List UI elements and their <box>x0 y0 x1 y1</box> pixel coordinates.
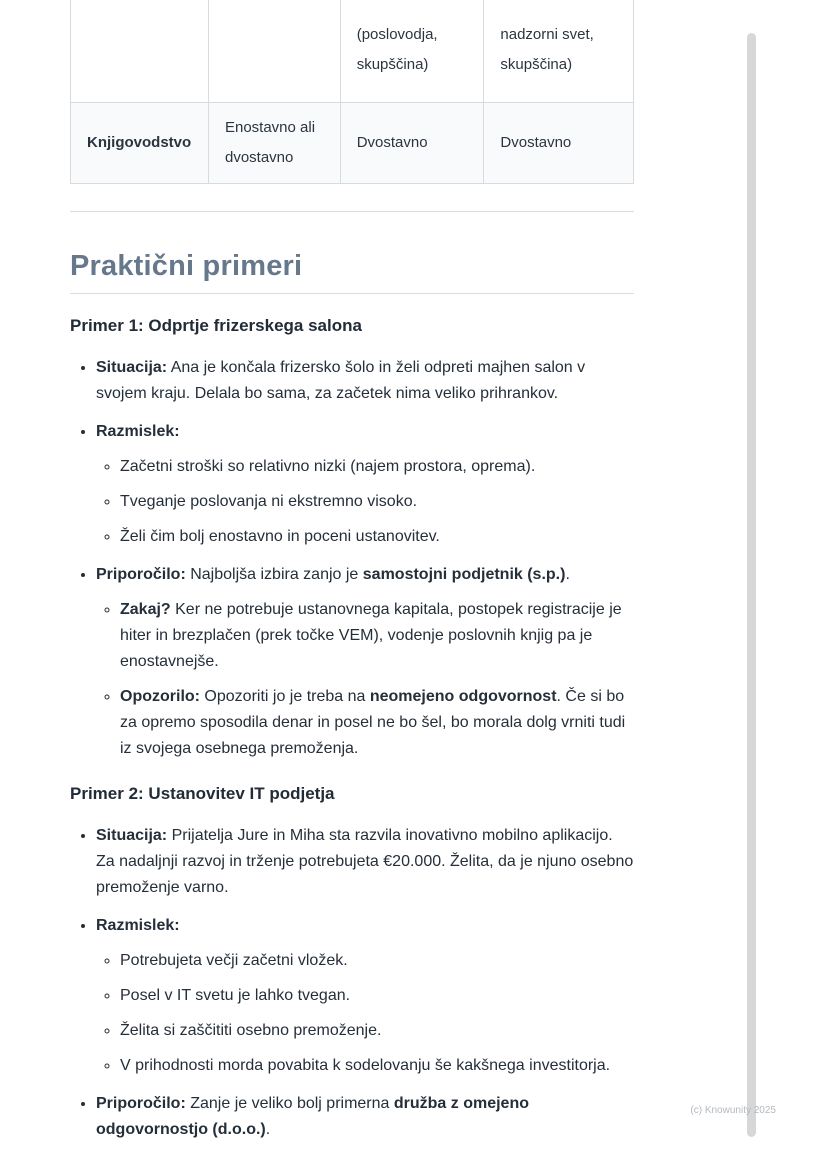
list-item <box>96 1091 634 1143</box>
list-item-text: Situacija: Prijatelja Jure in Miha sta razvila inovativno mobilno aplikacijo. Za nadaljnji razvoj in trženje potrebujeta €20.000. Želita, da je njuno osebno premoženje varno. <box>96 826 634 896</box>
list-item <box>96 355 634 407</box>
list-item <box>96 419 634 550</box>
section-heading: Praktični primeri <box>70 249 634 294</box>
list-item-text: Razmislek: <box>96 916 180 934</box>
scrollbar[interactable] <box>747 33 756 1137</box>
table-cell: (poslovodja, skupščina) <box>340 0 484 102</box>
list-item-text: Razmislek: <box>96 422 180 440</box>
table-row <box>71 102 634 183</box>
list-item <box>120 597 634 675</box>
table-cell: Enostavno ali dvostavno <box>208 102 340 183</box>
list-item-text: Opozorilo: Opozoriti jo je treba na neomejeno odgovornost. Če si bo za opremo sposodila denar in posel ne bo šel, bo morala dolg vrniti tudi iz svojega osebnega premoženja. <box>120 687 626 757</box>
table-cell <box>208 0 340 102</box>
list-item-text: Posel v IT svetu je lahko tvegan. <box>120 986 351 1004</box>
list-item <box>120 524 634 550</box>
table-cell: Dvostavno <box>340 102 484 183</box>
primer2-list <box>70 823 634 1143</box>
list-item-text: Tveganje poslovanja ni ekstremno visoko. <box>120 492 418 510</box>
list-item <box>120 983 634 1009</box>
list-item-text: Potrebujeta večji začetni vložek. <box>120 951 348 969</box>
primer2-title: Primer 2: Ustanovitev IT podjetja <box>70 783 335 803</box>
table-cell: nadzorni svet, skupščina) <box>484 0 634 102</box>
primer1-list <box>70 355 634 762</box>
list-item <box>96 562 634 762</box>
table-row-cut <box>71 0 634 102</box>
list-item-text: V prihodnosti morda povabita k sodelovanju še kakšnega investitorja. <box>120 1056 611 1074</box>
sublist <box>96 597 634 762</box>
sublist <box>96 948 634 1079</box>
watermark: (c) Knowunity 2025 <box>690 1105 776 1116</box>
list-item-text: Situacija: Ana je končala frizersko šolo in želi odpreti majhen salon v svojem kraju. Delala bo sama, za začetek nima veliko prihrankov. <box>96 358 586 402</box>
list-item <box>120 489 634 515</box>
section-divider <box>70 211 634 212</box>
list-item <box>96 913 634 1079</box>
list-item-text: Priporočilo: Najboljša izbira zanjo je samostojni podjetnik (s.p.). <box>96 565 570 583</box>
list-item <box>120 1053 634 1079</box>
comparison-table <box>70 0 634 184</box>
list-item-text: Zakaj? Ker ne potrebuje ustanovnega kapitala, postopek registracije je hiter in brezplačen (prek točke VEM), vodenje poslovnih knjig pa je enostavnejše. <box>120 600 622 670</box>
table-cell <box>71 0 209 102</box>
list-item-text: Želita si zaščititi osebno premoženje. <box>120 1021 382 1039</box>
list-item <box>120 948 634 974</box>
table-cell: Dvostavno <box>484 102 634 183</box>
primer1-title: Primer 1: Odprtje frizerskega salona <box>70 315 362 335</box>
list-item-text: Želi čim bolj enostavno in poceni ustanovitev. <box>120 527 440 545</box>
list-item-text: Začetni stroški so relativno nizki (najem prostora, oprema). <box>120 457 536 475</box>
sublist <box>96 454 634 550</box>
document-content <box>70 0 634 1161</box>
list-item-text: Priporočilo: Zanje je veliko bolj primerna družba z omejeno odgovornostjo (d.o.o.). <box>96 1094 529 1138</box>
list-item <box>120 454 634 480</box>
list-item <box>120 684 634 762</box>
list-item <box>96 823 634 901</box>
table-row-header: Knjigovodstvo <box>71 102 209 183</box>
list-item <box>120 1018 634 1044</box>
